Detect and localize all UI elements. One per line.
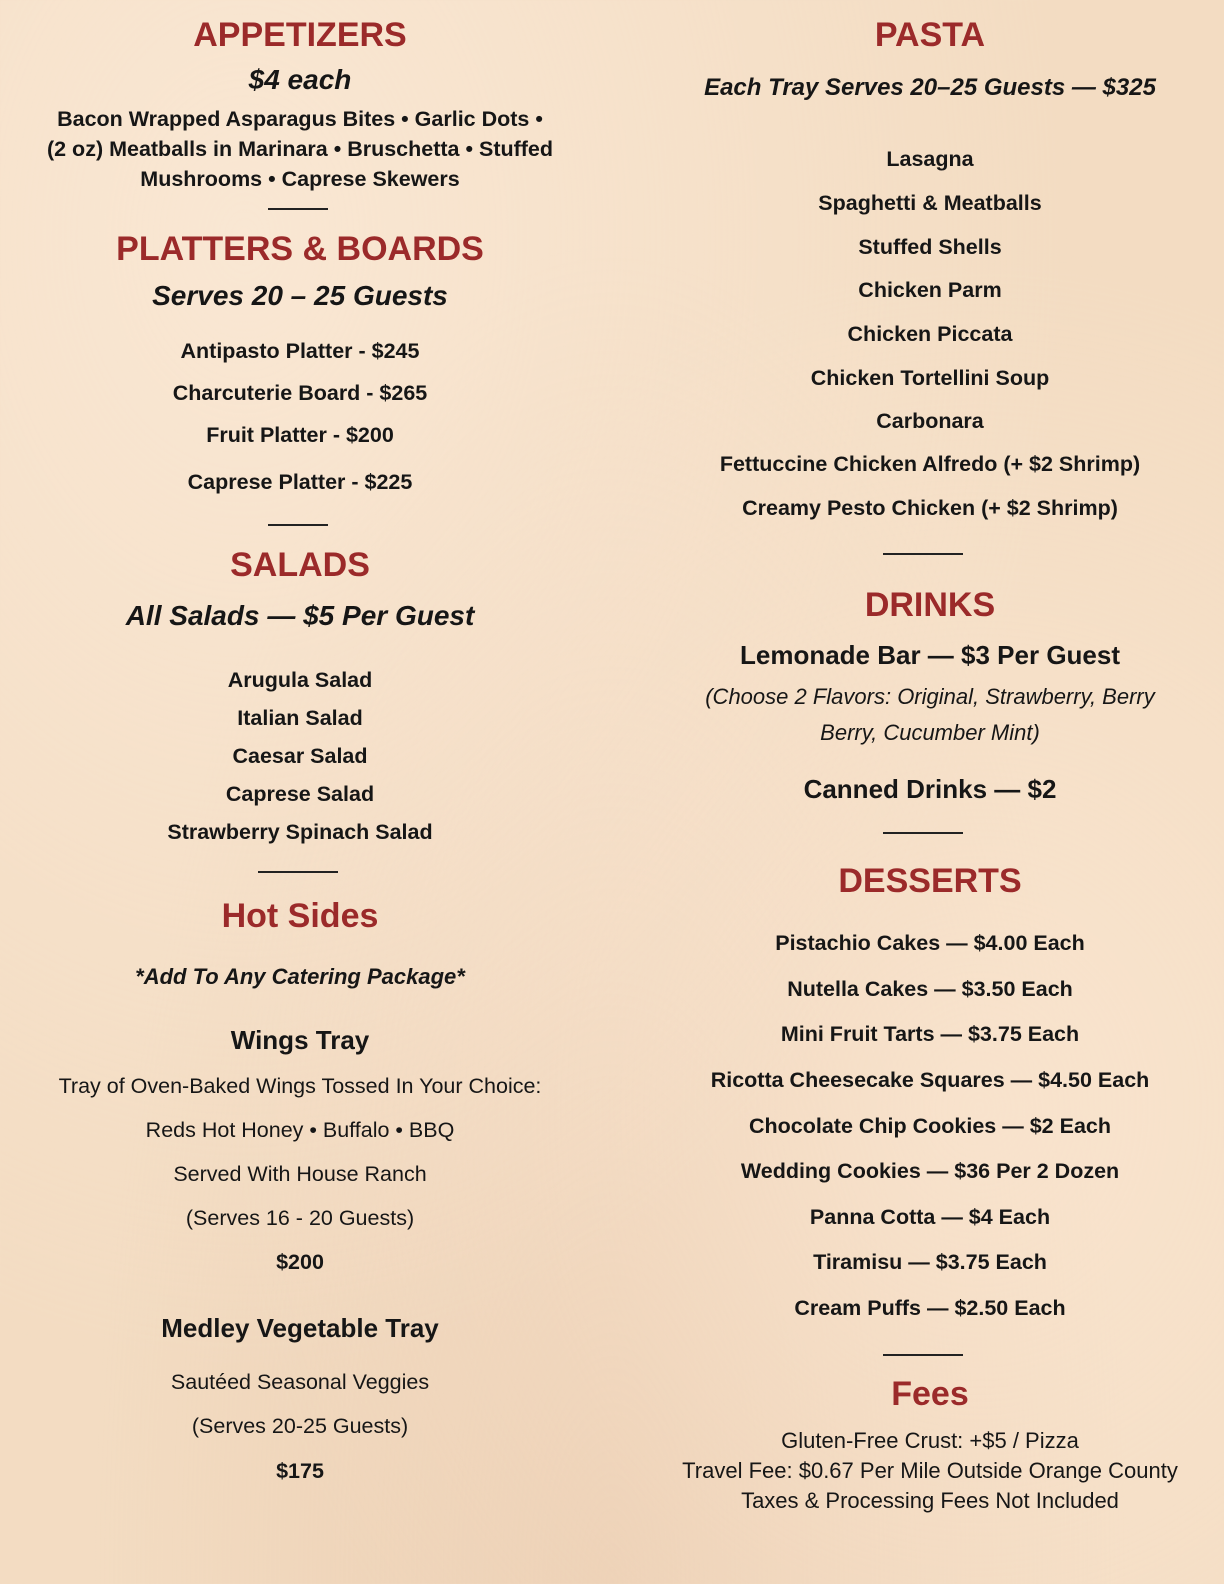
wings-tray-price: $200 bbox=[276, 1250, 324, 1274]
hot-sides-note: *Add To Any Catering Package* bbox=[135, 964, 465, 989]
salad-item: Caprese Salad bbox=[225, 782, 375, 806]
platters-subtitle: Serves 20 – 25 Guests bbox=[152, 280, 448, 311]
pasta-item: Spaghetti & Meatballs bbox=[818, 191, 1042, 215]
platter-item: Caprese Platter - $225 bbox=[187, 470, 413, 494]
pasta-item: Chicken Parm bbox=[858, 278, 1002, 302]
section-divider bbox=[268, 524, 328, 526]
pasta-item: Lasagna bbox=[886, 147, 974, 171]
salad-item: Italian Salad bbox=[237, 706, 363, 730]
wings-tray-serves: (Serves 16 - 20 Guests) bbox=[185, 1206, 415, 1230]
lemonade-bar: Lemonade Bar — $3 Per Guest bbox=[739, 640, 1121, 670]
dessert-item: Pistachio Cakes — $4.00 Each bbox=[775, 931, 1085, 955]
hot-sides-heading: Hot Sides bbox=[221, 897, 379, 935]
appetizers-items-line-2: (2 oz) Meatballs in Marinara • Bruschetta • Stuffed bbox=[46, 137, 554, 161]
pasta-heading: PASTA bbox=[874, 16, 986, 54]
salads-heading: SALADS bbox=[230, 546, 370, 584]
fee-line: Gluten-Free Crust: +$5 / Pizza bbox=[781, 1428, 1079, 1453]
dessert-item: Wedding Cookies — $36 Per 2 Dozen bbox=[740, 1159, 1120, 1183]
veg-tray-serves: (Serves 20-25 Guests) bbox=[191, 1414, 409, 1438]
platters-heading: PLATTERS & BOARDS bbox=[116, 230, 484, 268]
dessert-item: Mini Fruit Tarts — $3.75 Each bbox=[780, 1022, 1080, 1046]
section-divider bbox=[883, 553, 963, 555]
dessert-item: Tiramisu — $3.75 Each bbox=[813, 1250, 1047, 1274]
lemonade-flavors-line-2: Berry, Cucumber Mint) bbox=[820, 720, 1040, 745]
pasta-item: Fettuccine Chicken Alfredo (+ $2 Shrimp) bbox=[719, 452, 1141, 476]
section-divider bbox=[258, 871, 338, 873]
appetizers-price: $4 each bbox=[248, 64, 352, 95]
pasta-item: Stuffed Shells bbox=[858, 235, 1002, 259]
fee-line: Taxes & Processing Fees Not Included bbox=[741, 1488, 1119, 1513]
appetizers-items-line-1: Bacon Wrapped Asparagus Bites • Garlic Dots • bbox=[57, 107, 543, 131]
wings-tray-name: Wings Tray bbox=[230, 1025, 370, 1055]
salad-item: Arugula Salad bbox=[227, 668, 373, 692]
fee-line: Travel Fee: $0.67 Per Mile Outside Orange County bbox=[682, 1458, 1178, 1483]
fees-heading: Fees bbox=[891, 1375, 969, 1413]
pasta-item: Chicken Piccata bbox=[847, 322, 1013, 346]
wings-tray-flavors: Reds Hot Honey • Buffalo • BBQ bbox=[145, 1118, 455, 1142]
wings-tray-description: Tray of Oven-Baked Wings Tossed In Your Choice: bbox=[58, 1074, 542, 1098]
veg-tray-price: $175 bbox=[276, 1459, 324, 1483]
appetizers-items-line-3: Mushrooms • Caprese Skewers bbox=[140, 167, 460, 191]
appetizers-heading: APPETIZERS bbox=[193, 16, 407, 54]
salad-item: Caesar Salad bbox=[232, 744, 368, 768]
dessert-item: Cream Puffs — $2.50 Each bbox=[794, 1296, 1066, 1320]
dessert-item: Chocolate Chip Cookies — $2 Each bbox=[748, 1114, 1111, 1138]
platter-item: Antipasto Platter - $245 bbox=[180, 339, 420, 363]
platter-item: Fruit Platter - $200 bbox=[206, 423, 394, 447]
section-divider bbox=[883, 1354, 963, 1356]
veg-tray-name: Medley Vegetable Tray bbox=[161, 1313, 439, 1343]
section-divider bbox=[883, 832, 963, 834]
drinks-heading: DRINKS bbox=[864, 586, 996, 624]
pasta-item: Creamy Pesto Chicken (+ $2 Shrimp) bbox=[742, 496, 1118, 520]
pasta-subtitle: Each Tray Serves 20–25 Guests — $325 bbox=[704, 74, 1156, 101]
dessert-item: Panna Cotta — $4 Each bbox=[809, 1205, 1051, 1229]
canned-drinks: Canned Drinks — $2 bbox=[803, 774, 1057, 804]
dessert-item: Nutella Cakes — $3.50 Each bbox=[787, 977, 1073, 1001]
section-divider bbox=[268, 208, 328, 210]
dessert-item: Ricotta Cheesecake Squares — $4.50 Each bbox=[710, 1068, 1150, 1092]
lemonade-flavors-line-1: (Choose 2 Flavors: Original, Strawberry, Berry bbox=[705, 684, 1155, 709]
salads-subtitle: All Salads — $5 Per Guest bbox=[125, 600, 475, 631]
veg-tray-description: Sautéed Seasonal Veggies bbox=[170, 1370, 430, 1394]
pasta-item: Carbonara bbox=[876, 409, 984, 433]
salad-item: Strawberry Spinach Salad bbox=[167, 820, 433, 844]
platter-item: Charcuterie Board - $265 bbox=[172, 381, 428, 405]
wings-tray-ranch: Served With House Ranch bbox=[173, 1162, 427, 1186]
desserts-heading: DESSERTS bbox=[838, 862, 1022, 900]
pasta-item: Chicken Tortellini Soup bbox=[810, 366, 1050, 390]
